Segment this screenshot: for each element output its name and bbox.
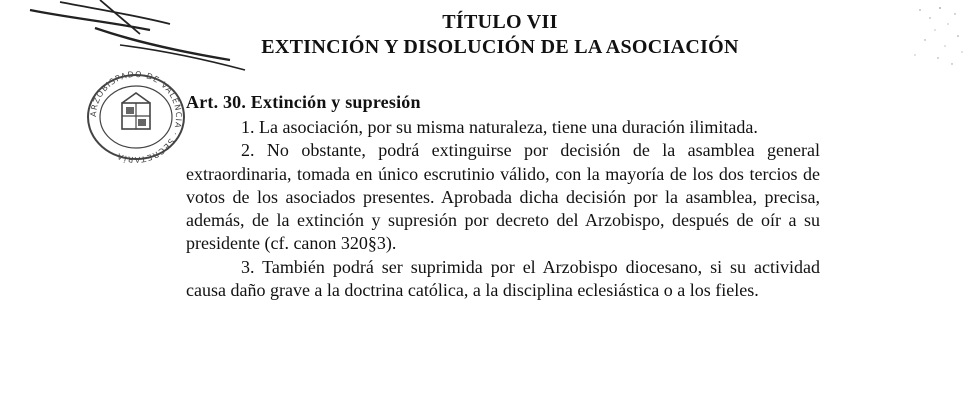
article-body [186, 116, 820, 302]
svg-text:ARZOBISPADO DE VALENCIA · SECR: ARZOBISPADO DE VALENCIA · SECRETARÍA [88, 69, 184, 165]
scan-noise [770, 0, 970, 90]
paragraph-1: 1. La asociación, por su misma naturaleza, tiene una duración ilimitada. [241, 117, 758, 137]
article-heading: Art. 30. Extinción y supresión [186, 92, 421, 112]
title-heading: TÍTULO VII [442, 11, 558, 33]
title-block [240, 10, 760, 60]
title-subheading: EXTINCIÓN Y DISOLUCIÓN DE LA ASOCIACIÓN [261, 36, 739, 58]
paragraph-3: 3. También podrá ser suprimida por el Arzobispo diocesano, si su actividad causa daño grave a la doctrina católica, a la disciplina eclesiástica o a los fieles. [186, 256, 820, 301]
paragraph-2: 2. No obstante, podrá extinguirse por decisión de la asamblea general extraordinaria, tomada en único escrutinio válido, con la mayoría de los dos tercios de votos de los asociados presentes. Aprobada dicha decisión por la asamblea, precisa, además, de la extinción y supresión por decreto del Arzobispo, después de oír a su presidente (cf. canon 320§3). [186, 140, 820, 254]
